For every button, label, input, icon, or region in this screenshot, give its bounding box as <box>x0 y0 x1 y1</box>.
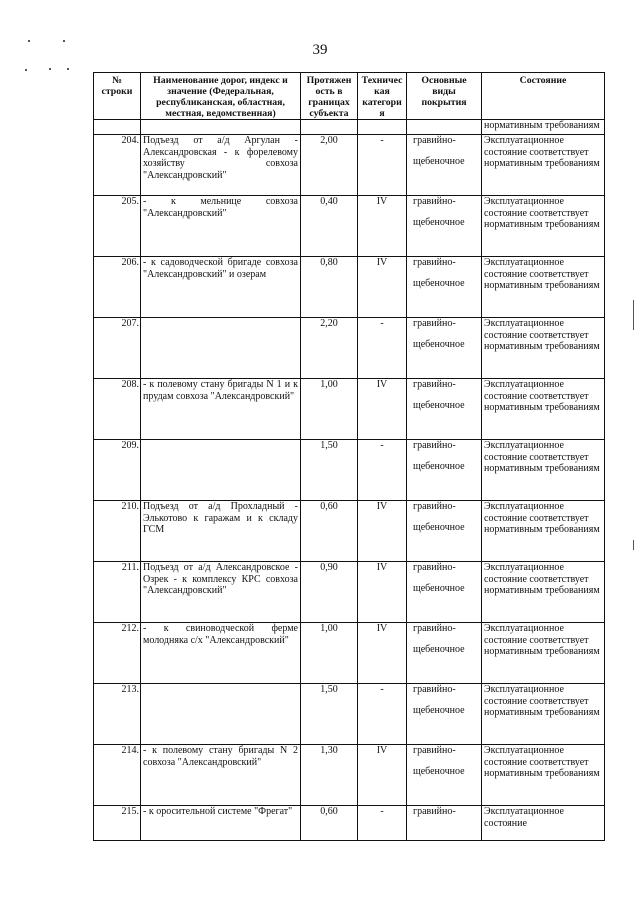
cell-surface <box>407 806 482 841</box>
cell-row-number: 204. <box>94 135 141 196</box>
cell-length: 0,40 <box>301 196 358 257</box>
surface-line-2: щебеночное <box>413 216 465 228</box>
surface-line-2: щебеночное <box>413 460 465 472</box>
surface-line-1: гравийно- <box>413 257 456 268</box>
surface-line-1: гравийно- <box>413 318 456 329</box>
surface-line-2: щебеночное <box>413 704 465 716</box>
cell-row-number: 214. <box>94 745 141 806</box>
cell-road-name: - к садоводческой бригаде совхоза "Александровский" и озерам <box>141 257 301 318</box>
cell-state: Эксплуатационное состояние соответствует нормативным требованиям <box>482 135 605 196</box>
cell-row-number: 211. <box>94 562 141 623</box>
cell-surface <box>407 745 482 806</box>
cell-road-name <box>141 318 301 379</box>
header-surface: Основные виды покрытия <box>407 73 482 120</box>
table-row <box>94 135 605 196</box>
cell-category: IV <box>358 623 407 684</box>
cell-length: 0,90 <box>301 562 358 623</box>
table-row <box>94 318 605 379</box>
cell-road-name <box>141 684 301 745</box>
cell-row-number: 208. <box>94 379 141 440</box>
surface-line-2: щебеночное <box>413 338 465 350</box>
cell-surface <box>407 684 482 745</box>
cell-state: Эксплуатационное состояние соответствует нормативным требованиям <box>482 257 605 318</box>
table-row <box>94 501 605 562</box>
cell-row-number: 205. <box>94 196 141 257</box>
table-row <box>94 806 605 841</box>
cell-road-name: - к оросительной системе "Фрегат" <box>141 806 301 841</box>
cell-road-name <box>141 440 301 501</box>
cell-category: - <box>358 684 407 745</box>
header-category: Техничес кая категори я <box>358 73 407 120</box>
cell-road-name: Подъезд от а/д Аргулан - Александровская - к форелевому хозяйству совхоза "Александровский" <box>141 135 301 196</box>
surface-line-2: щебеночное <box>413 582 465 594</box>
cell-category: IV <box>358 562 407 623</box>
cell-state: нормативным требованиям <box>482 120 605 135</box>
cell-road-name: - к мельнице совхоза "Александровский" <box>141 196 301 257</box>
cell-road-name: - к полевому стану бригады N 1 и к прудам совхоза "Александровский" <box>141 379 301 440</box>
cell-row-number: 210. <box>94 501 141 562</box>
cell-surface <box>407 257 482 318</box>
surface-line-1: гравийно- <box>413 440 456 451</box>
cell-category: IV <box>358 745 407 806</box>
cell-row-number: 209. <box>94 440 141 501</box>
scan-edge-mark <box>633 300 634 330</box>
cell-state: Эксплуатационное состояние соответствует нормативным требованиям <box>482 501 605 562</box>
surface-line-2: щебеночное <box>413 521 465 533</box>
cell-surface <box>407 562 482 623</box>
surface-line-1: гравийно- <box>413 745 456 756</box>
surface-line-1: гравийно- <box>413 196 456 207</box>
cell-length: 1,50 <box>301 684 358 745</box>
cell-length: 2,00 <box>301 135 358 196</box>
header-state: Состояние <box>482 73 605 120</box>
cell-category: IV <box>358 257 407 318</box>
roads-table <box>93 72 605 841</box>
surface-line-2: щебеночное <box>413 643 465 655</box>
cell-category: IV <box>358 196 407 257</box>
table-row <box>94 623 605 684</box>
cell-length: 1,30 <box>301 745 358 806</box>
table-row <box>94 379 605 440</box>
cell-length: 1,50 <box>301 440 358 501</box>
cell-length: 1,00 <box>301 623 358 684</box>
surface-line-1: гравийно- <box>413 501 456 512</box>
cell-row-number: 212. <box>94 623 141 684</box>
table-row <box>94 562 605 623</box>
surface-line-1: гравийно- <box>413 562 456 573</box>
cell-surface <box>407 623 482 684</box>
table-row <box>94 684 605 745</box>
cell-state: Эксплуатационное состояние соответствует нормативным требованиям <box>482 684 605 745</box>
cell-length: 2,20 <box>301 318 358 379</box>
table-row <box>94 440 605 501</box>
cell-length: 0,80 <box>301 257 358 318</box>
page-number: 39 <box>312 42 328 58</box>
header-length: Протяжен ость в границах субъекта <box>301 73 358 120</box>
cell-state: Эксплуатационное состояние соответствует нормативным требованиям <box>482 623 605 684</box>
cell-state: Эксплуатационное состояние соответствует нормативным требованиям <box>482 318 605 379</box>
table-row <box>94 257 605 318</box>
cell-category: - <box>358 318 407 379</box>
cell-length: 1,00 <box>301 379 358 440</box>
surface-line-1: гравийно- <box>413 135 456 146</box>
cell-road-name: - к полевому стану бригады N 2 совхоза "Александровский" <box>141 745 301 806</box>
cell-row-number: 213. <box>94 684 141 745</box>
surface-line-2: щебеночное <box>413 277 465 289</box>
cell-surface <box>407 318 482 379</box>
cell-state: Эксплуатационное состояние соответствует нормативным требованиям <box>482 562 605 623</box>
cell-surface <box>407 440 482 501</box>
cell-category: - <box>358 806 407 841</box>
cell-category: - <box>358 440 407 501</box>
surface-line-2: щебеночное <box>413 155 465 167</box>
cell-surface <box>407 501 482 562</box>
cell-surface <box>407 135 482 196</box>
cell-state: Эксплуатационное состояние <box>482 806 605 841</box>
cell-road-name: - к свиноводческой ферме молодняка с/х "Александровский" <box>141 623 301 684</box>
surface-line-2: щебеночное <box>413 399 465 411</box>
cell-road-name: Подъезд от а/д Прохладный - Элькотово к гаражам и к складу ГСМ <box>141 501 301 562</box>
table-row <box>94 196 605 257</box>
cell-surface <box>407 379 482 440</box>
table-row <box>94 745 605 806</box>
surface-line-1: гравийно- <box>413 379 456 390</box>
header-row-number: № строки <box>94 73 141 120</box>
cell-row-number: 215. <box>94 806 141 841</box>
continuation-row <box>94 120 605 135</box>
cell-state: Эксплуатационное состояние соответствует нормативным требованиям <box>482 440 605 501</box>
cell-category: IV <box>358 379 407 440</box>
cell-state: Эксплуатационное состояние соответствует нормативным требованиям <box>482 196 605 257</box>
surface-line-1: гравийно- <box>413 806 456 817</box>
cell-row-number: 207. <box>94 318 141 379</box>
cell-state: Эксплуатационное состояние соответствует нормативным требованиям <box>482 745 605 806</box>
cell-state: Эксплуатационное состояние соответствует нормативным требованиям <box>482 379 605 440</box>
surface-line-1: гравийно- <box>413 623 456 634</box>
cell-row-number: 206. <box>94 257 141 318</box>
cell-category: IV <box>358 501 407 562</box>
header-road-name: Наименование дорог, индекс и значение (Федеральная, республиканская, областная, местная, ведомственная) <box>141 73 301 120</box>
surface-line-2: щебеночное <box>413 765 465 777</box>
scan-edge-mark <box>633 540 634 550</box>
cell-surface <box>407 196 482 257</box>
cell-category: - <box>358 135 407 196</box>
cell-length: 0,60 <box>301 806 358 841</box>
surface-line-1: гравийно- <box>413 684 456 695</box>
table-header-row <box>94 73 605 120</box>
cell-road-name: Подъезд от а/д Александровское - Озрек - к комплексу КРС совхоза "Александровский" <box>141 562 301 623</box>
cell-length: 0,60 <box>301 501 358 562</box>
